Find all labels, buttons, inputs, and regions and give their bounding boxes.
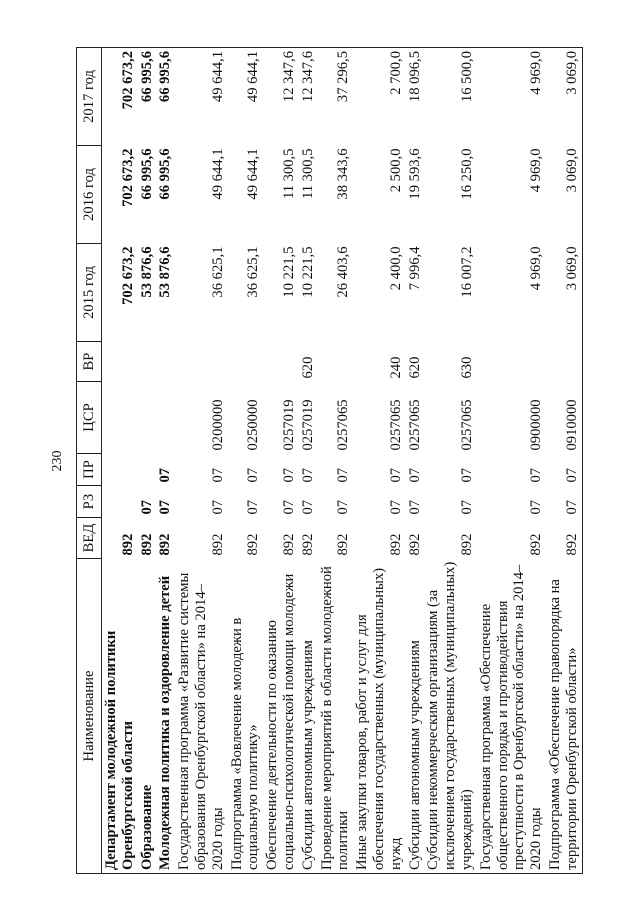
table-row — [318, 48, 354, 874]
row-2015-cell: 7 996,4 — [406, 246, 423, 291]
row-2017-cell: 12 347,6 — [263, 48, 299, 146]
row-rz-cell: 07 — [280, 499, 297, 515]
row-2016-cell: 49 644,1 — [245, 148, 262, 200]
table-row — [424, 48, 476, 874]
row-2017-cell: 702 673,2 — [102, 48, 138, 146]
row-2017-cell: 18 096,5 — [406, 48, 425, 146]
row-2017-cell: 66 995,6 — [138, 48, 157, 146]
row-ved-cell: 892 — [299, 533, 316, 556]
row-pr-cell — [102, 454, 138, 486]
row-csr-cell: 0257065 — [406, 399, 423, 451]
row-pr-cell: 07 — [157, 467, 174, 483]
header-cell: 2016 год — [77, 146, 102, 244]
row-2016-cell: 66 995,6 — [138, 148, 155, 200]
row-rz-cell: 07 — [138, 499, 155, 515]
row-csr-cell: 0200000 — [209, 399, 226, 451]
row-2016-cell: 3 069,0 — [546, 146, 582, 244]
table-row — [353, 48, 405, 874]
row-2016-cell: 16 250,0 — [458, 148, 475, 200]
header-cell: ВЕД — [77, 518, 102, 559]
row-vr-cell — [263, 342, 299, 382]
header-cell: ЦСР — [77, 382, 102, 454]
row-pr-cell: 07 — [335, 467, 352, 483]
table-header-row — [77, 48, 102, 874]
row-vr-cell — [228, 342, 264, 382]
row-2016-cell: 4 969,0 — [528, 148, 545, 193]
row-ved-cell: 892 — [458, 533, 475, 556]
header-cell: ПР — [77, 454, 102, 486]
table-row — [175, 48, 227, 874]
row-2015-cell: 53 876,6 — [138, 246, 155, 298]
row-ved-cell: 892 — [138, 533, 155, 556]
row-pr-cell: 07 — [528, 467, 545, 483]
row-name-cell: Образование — [138, 559, 157, 874]
table-row — [406, 48, 425, 874]
row-2015-cell: 702 673,2 — [119, 246, 136, 305]
row-ved-cell: 892 — [280, 533, 297, 556]
row-pr-cell: 07 — [209, 467, 226, 483]
header-cell: ВР — [77, 342, 102, 382]
row-2015-cell: 53 876,6 — [157, 246, 174, 298]
row-rz-cell: 07 — [299, 499, 316, 515]
row-ved-cell: 892 — [528, 533, 545, 556]
row-2015-cell: 36 625,1 — [245, 246, 262, 298]
row-2016-cell: 11 300,5 — [280, 148, 297, 200]
row-pr-cell: 07 — [546, 454, 582, 486]
row-2015-cell: 3 069,0 — [546, 244, 582, 342]
table-body — [102, 48, 583, 874]
page-number: 230 — [50, 450, 65, 472]
table-row — [228, 48, 264, 874]
row-name-cell: Подпрограмма «Обеспечение правопорядка на территории Оренбургской области» — [546, 559, 582, 874]
row-2017-cell: 2 700,0 — [353, 48, 405, 146]
row-pr-cell — [138, 454, 157, 486]
row-pr-cell: 07 — [406, 467, 423, 483]
row-name-cell: Департамент молодежной политики Оренбургской области — [102, 559, 138, 874]
row-vr-cell — [477, 342, 546, 382]
row-2017-cell: 4 969,0 — [477, 48, 546, 146]
row-pr-cell: 07 — [280, 467, 297, 483]
row-vr-cell — [318, 342, 354, 382]
row-name-cell: Молодежная политика и оздоровление детей — [156, 559, 175, 874]
row-csr-cell — [102, 382, 138, 454]
row-ved-cell: 892 — [387, 533, 404, 556]
row-name-cell: Иные закупки товаров, работ и услуг для обеспечения государственных (муниципальных) нужд — [353, 559, 405, 874]
row-vr-cell — [175, 342, 227, 382]
row-2016-cell: 11 300,5 — [299, 148, 316, 200]
row-rz-cell: 07 — [528, 499, 545, 515]
row-pr-cell: 07 — [458, 467, 475, 483]
row-pr-cell: 07 — [245, 467, 262, 483]
row-name-cell: Обеспечение деятельности по оказанию социально-психологической помощи молодежи — [263, 559, 299, 874]
row-2017-cell: 49 644,1 — [228, 48, 264, 146]
budget-table — [76, 47, 583, 874]
row-ved-cell: 892 — [119, 533, 136, 556]
row-rz-cell — [102, 486, 138, 518]
row-csr-cell: 0257019 — [280, 399, 297, 451]
row-name-cell: Проведение мероприятий в области молодежной политики — [318, 559, 354, 874]
row-2015-cell: 16 007,2 — [458, 246, 475, 298]
table-row — [477, 48, 546, 874]
row-csr-cell: 0250000 — [245, 399, 262, 451]
row-2016-cell: 38 343,6 — [335, 148, 352, 200]
header-cell: Наименование — [77, 559, 102, 874]
row-rz-cell: 07 — [387, 499, 404, 515]
row-2017-cell: 49 644,1 — [175, 48, 227, 146]
row-name-cell: Субсидии автономным учреждениям — [299, 559, 318, 874]
row-ved-cell: 892 — [406, 533, 423, 556]
row-2017-cell: 66 995,6 — [156, 48, 175, 146]
table-row — [156, 48, 175, 874]
row-ved-cell: 892 — [157, 533, 174, 556]
row-vr-cell — [102, 342, 138, 382]
row-csr-cell: 0257019 — [299, 399, 316, 451]
row-name-cell: Субсидии некоммерческим организациям (за исключением государственных (муниципальных) учреждений) — [424, 559, 476, 874]
row-2016-cell: 702 673,2 — [119, 148, 136, 207]
row-rz-cell: 07 — [406, 499, 423, 515]
row-vr-cell: 620 — [406, 356, 423, 379]
table-row — [546, 48, 582, 874]
header-cell: 2015 год — [77, 244, 102, 342]
row-csr-cell: 0257065 — [458, 399, 475, 451]
header-cell: 2017 год — [77, 48, 102, 146]
rotated-content — [50, 48, 601, 874]
row-2015-cell: 36 625,1 — [209, 246, 226, 298]
row-rz-cell: 07 — [335, 499, 352, 515]
row-vr-cell: 630 — [458, 356, 475, 379]
row-rz-cell: 07 — [546, 486, 582, 518]
row-vr-cell: 620 — [299, 356, 316, 379]
row-2015-cell: 2 400,0 — [387, 246, 404, 291]
row-rz-cell: 07 — [458, 499, 475, 515]
row-name-cell: Подпрограмма «Вовлечение молодежи в социальную политику» — [228, 559, 264, 874]
row-2016-cell: 19 593,6 — [406, 148, 423, 200]
table-row — [299, 48, 318, 874]
row-2017-cell: 3 069,0 — [546, 48, 582, 146]
row-2016-cell: 66 995,6 — [157, 148, 174, 200]
row-ved-cell: 892 — [245, 533, 262, 556]
row-csr-cell: 0257065 — [387, 399, 404, 451]
row-pr-cell: 07 — [299, 467, 316, 483]
table-row — [138, 48, 157, 874]
row-2017-cell: 37 296,5 — [318, 48, 354, 146]
row-vr-cell — [138, 342, 157, 382]
row-name-cell: Государственная программа «Развитие системы образования Оренбургской области» на 2014–2020 годы — [175, 559, 227, 874]
row-csr-cell: 0900000 — [528, 399, 545, 451]
row-ved-cell: 892 — [546, 518, 582, 559]
row-2016-cell: 49 644,1 — [209, 148, 226, 200]
row-ved-cell: 892 — [209, 533, 226, 556]
row-csr-cell — [156, 382, 175, 454]
row-2016-cell: 2 500,0 — [387, 148, 404, 193]
row-2017-cell: 16 500,0 — [424, 48, 476, 146]
row-2015-cell: 4 969,0 — [528, 246, 545, 291]
header-cell: РЗ — [77, 486, 102, 518]
row-name-cell: Государственная программа «Обеспечение общественного порядка и противодействия преступности в Оренбургской области» на 2014–2020 годы — [477, 559, 546, 874]
table-row — [263, 48, 299, 874]
row-name-cell: Субсидии автономным учреждениям — [406, 559, 425, 874]
row-pr-cell: 07 — [387, 467, 404, 483]
table-row — [102, 48, 138, 874]
row-2015-cell: 10 221,5 — [299, 246, 316, 298]
row-2015-cell: 26 403,6 — [335, 246, 352, 298]
row-csr-cell: 0257065 — [335, 399, 352, 451]
row-csr-cell — [138, 382, 157, 454]
row-ved-cell: 892 — [335, 533, 352, 556]
row-2017-cell: 12 347,6 — [299, 48, 318, 146]
row-2015-cell: 10 221,5 — [280, 246, 297, 298]
row-rz-cell: 07 — [245, 499, 262, 515]
row-vr-cell — [156, 342, 175, 382]
row-csr-cell: 0910000 — [546, 382, 582, 454]
row-vr-cell: 240 — [387, 356, 404, 379]
row-vr-cell — [546, 342, 582, 382]
row-rz-cell: 07 — [157, 499, 174, 515]
row-rz-cell: 07 — [209, 499, 226, 515]
